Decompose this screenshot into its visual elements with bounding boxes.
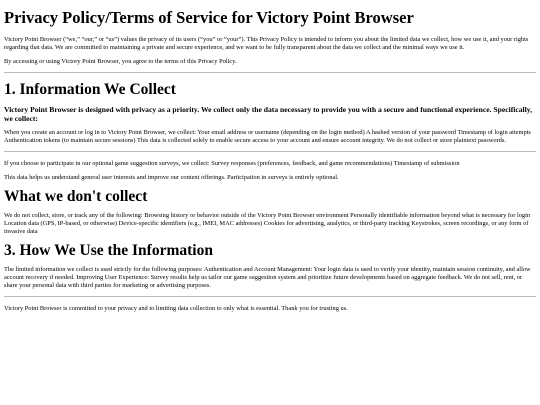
section-lead: Victory Point Browser is designed with privacy as a priority. We collect only the data necessary to provide you with a secure and functional experience. Specifically, we collect: [4,105,533,123]
section-heading-how-we-use: 3. How We Use the Information [4,242,213,259]
section-heading-not-collect: What we don't collect [4,188,148,205]
divider [4,296,536,297]
usage-paragraph: The limited information we collect is used strictly for the following purposes: Authentication and Account Management: Your login data is used to verify your identity, maintain session continuity, and allow account recovery if needed. Improving User Experience: Survey results help us tailor our game suggestion system and prioritize future developments based on aggregate feedback. We do not sell, rent, or share your personal data with third parties for marketing or advertising purposes. [4,266,531,289]
survey-data-paragraph: If you choose to participate in our optional game suggestion surveys, we collect: Survey responses (preferences, feedback, and game recommendations) Timestamp of submission [4,160,460,167]
not-collect-paragraph: We do not collect, store, or track any of the following: Browsing history or behavior outside of the Victory Point Browser environment Personally identifiable information beyond what is necessary for login Location data (GPS, IP-based, or otherwise) Device-specific identifiers (e.g., IMEI, MAC addresses) Cookies for advertising, analytics, or third-party tracking Keystrokes, screen recordings, or any form of invasive data [4,212,531,235]
intro-paragraph: Victory Point Browser (“we,” “our,” or “us”) values the privacy of its users (“you” or “your”). This Privacy Policy is intended to inform you about the limited data we collect, how we use it, and your rights regarding that data. We are committed to maintaining a private and secure experience, and we want to be fully transparent about the data we collect and the minimal ways we use it. [4,36,529,51]
page-title: Privacy Policy/Terms of Service for Victory Point Browser [4,8,414,27]
divider [4,72,536,73]
account-data-paragraph: When you create an account or log in to Victory Point Browser, we collect: Your email address or username (depending on the login method) A hashed version of your password Timestamp of login attempts Authentication tokens (to maintain secure sessions) This data is collected solely to enable secure access to your account and ensure account integrity. We do not collect or store plaintext passwords. [4,129,531,144]
divider [4,151,536,152]
closing-paragraph: Victory Point Browser is committed to your privacy and to limiting data collection to only what is essential. Thank you for trusting us. [4,305,348,312]
survey-use-paragraph: This data helps us understand general user interests and improve our content offerings. Participation in surveys is entirely optional. [4,174,339,181]
agreement-paragraph: By accessing or using Victory Point Browser, you agree to the terms of this Privacy Policy. [4,58,237,65]
section-heading-information-collect: 1. Information We Collect [4,81,176,98]
